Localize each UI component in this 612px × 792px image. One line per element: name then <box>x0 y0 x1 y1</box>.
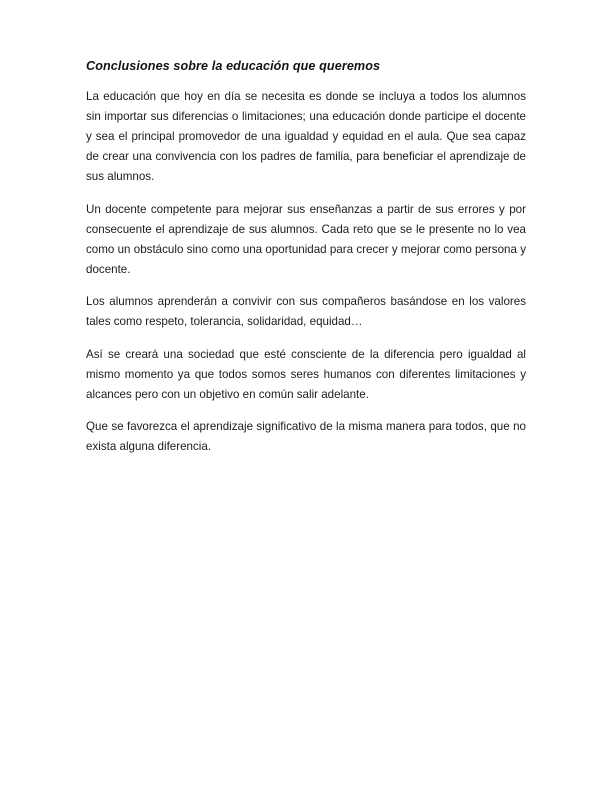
body-paragraph-3: Los alumnos aprenderán a convivir con sus compañeros basándose en los valores tales como respeto, tolerancia, solidaridad, equidad… <box>86 295 526 328</box>
document-body <box>86 58 526 457</box>
body-paragraph-4: Así se creará una sociedad que esté consciente de la diferencia pero igualdad al mismo momento ya que todos somos seres humanos con diferentes limitaciones y alcances pero con un objetivo en común salir adelante. <box>86 347 526 401</box>
body-paragraph-5: Que se favorezca el aprendizaje significativo de la misma manera para todos, que no exista alguna diferencia. <box>86 420 526 453</box>
body-paragraph-2: Un docente competente para mejorar sus enseñanzas a partir de sus errores y por consecuente el aprendizaje de sus alumnos. Cada reto que se le presente no lo vea como un obstáculo sino como una oportunidad para crecer y mejorar como persona y docente. <box>86 202 526 276</box>
body-paragraph-1: La educación que hoy en día se necesita es donde se incluya a todos los alumnos sin importar sus diferencias o limitaciones; una educación donde participe el docente y sea el principal promovedor de una igualdad y equidad en el aula. Que sea capaz de crear una convivencia con los padres de familia, para beneficiar el aprendizaje de sus alumnos. <box>86 90 526 183</box>
page-title: Conclusiones sobre la educación que queremos <box>86 59 381 73</box>
